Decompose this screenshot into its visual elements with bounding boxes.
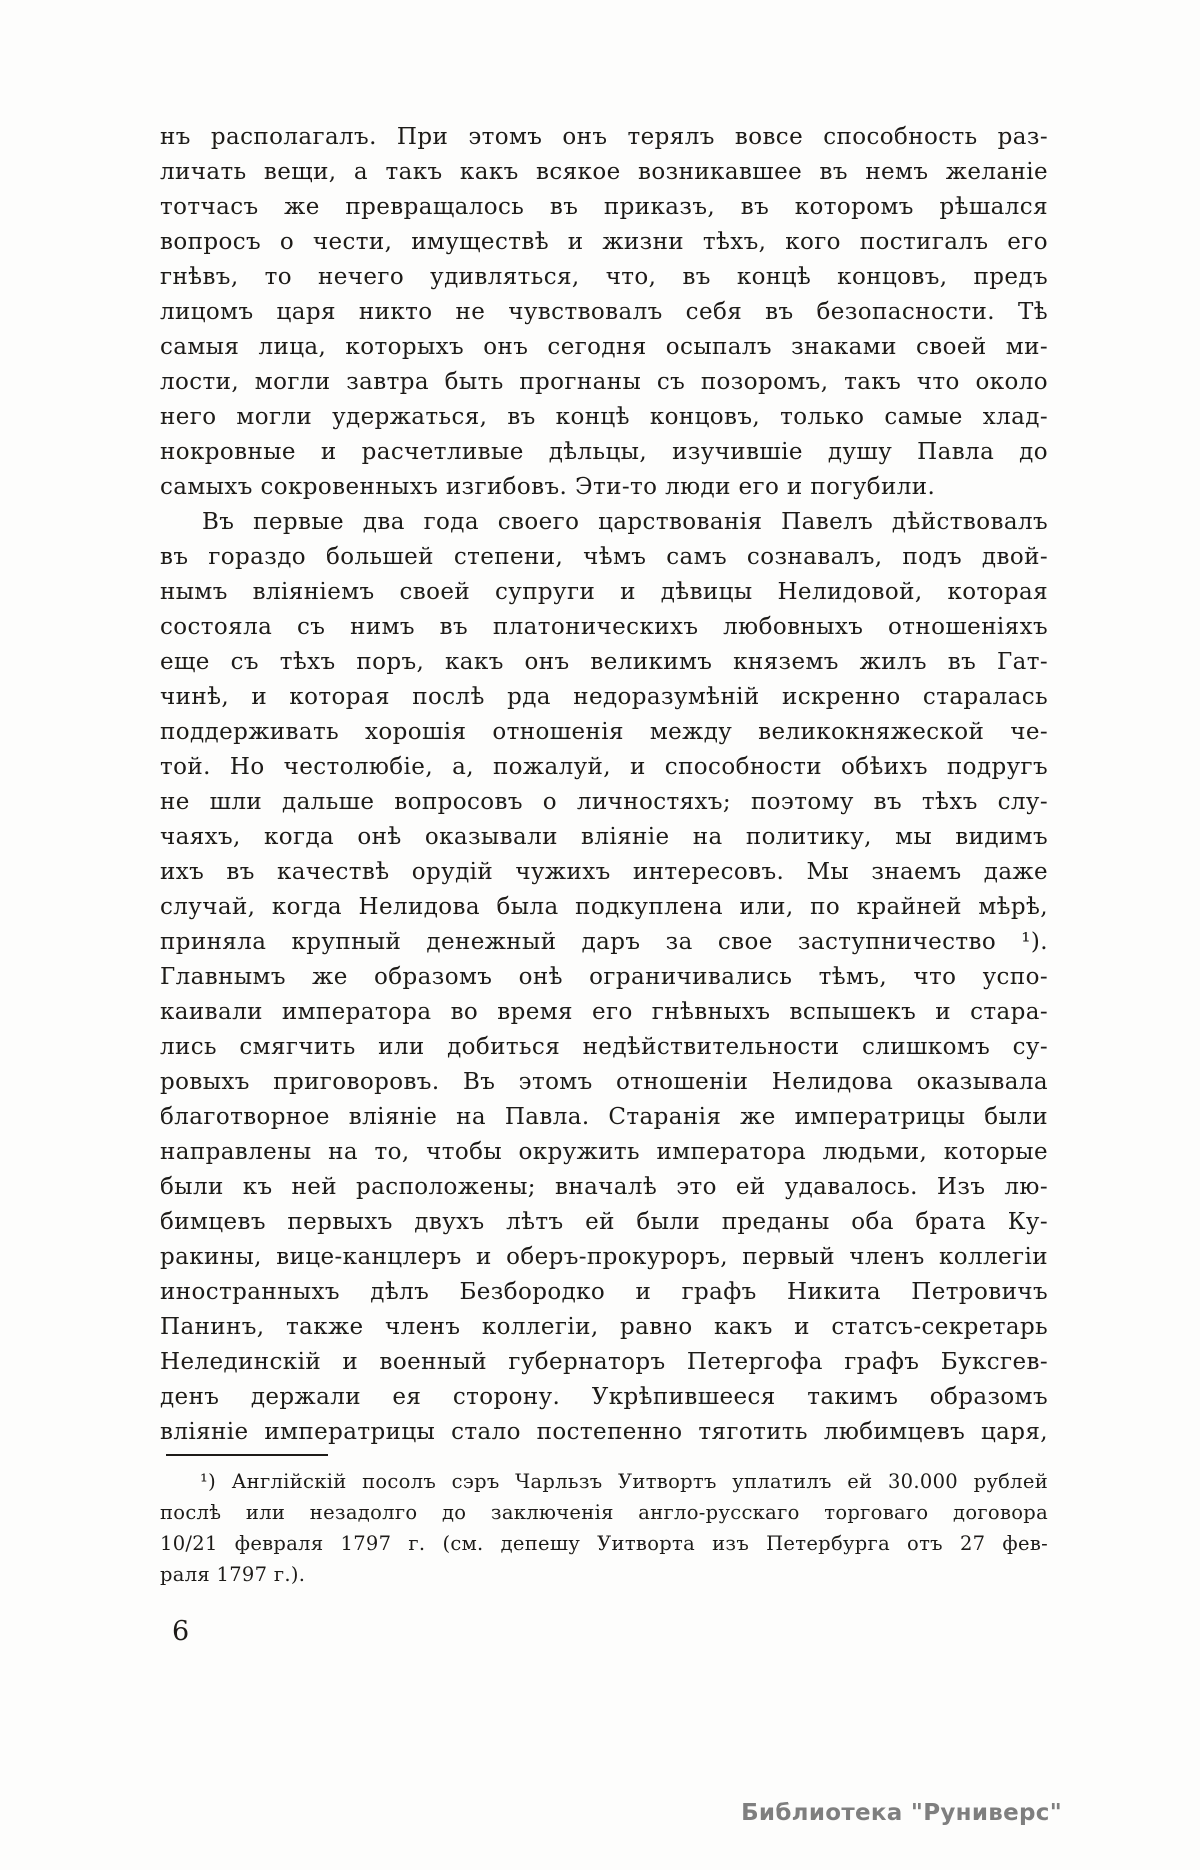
text-line: самыя лица, которыхъ онъ сегодня осыпалъ знаками своей ми- bbox=[160, 334, 1048, 360]
main-text bbox=[160, 120, 1048, 1450]
text-line: случай, когда Нелидова была подкуплена или, по крайней мѣрѣ, bbox=[160, 894, 1048, 920]
text-line: бимцевъ первыхъ двухъ лѣтъ ей были преданы оба брата Ку- bbox=[160, 1209, 1048, 1235]
footnote-separator bbox=[166, 1454, 328, 1456]
library-watermark: Библиотека "Руниверс" bbox=[741, 1800, 1062, 1826]
text-line: вліяніе императрицы стало постепенно тяготить любимцевъ царя, bbox=[160, 1419, 1048, 1445]
text-line: каивали императора во время его гнѣвныхъ вспышекъ и стара- bbox=[160, 999, 1048, 1025]
paragraph bbox=[160, 505, 1048, 1450]
text-line: чинѣ, и которая послѣ рда недоразумѣній искренно старалась bbox=[160, 684, 1048, 710]
text-line: самыхъ сокровенныхъ изгибовъ. Эти-то люди его и погубили. bbox=[160, 474, 936, 500]
page-number: 6 bbox=[172, 1616, 190, 1647]
text-line: благотворное вліяніе на Павла. Старанія же императрицы были bbox=[160, 1104, 1048, 1130]
text-line: поддерживать хорошія отношенія между великокняжеской че- bbox=[160, 719, 1048, 745]
text-line: не шли дальше вопросовъ о личностяхъ; поэтому въ тѣхъ слу- bbox=[160, 789, 1048, 815]
text-line: вопросъ о чести, имуществѣ и жизни тѣхъ, кого постигалъ его bbox=[160, 229, 1048, 255]
text-line: Нелединскій и военный губернаторъ Петергофа графъ Буксгев- bbox=[160, 1349, 1048, 1375]
text-line: иностранныхъ дѣлъ Безбородко и графъ Никита Петровичъ bbox=[160, 1279, 1048, 1305]
text-line: гнѣвъ, то нечего удивляться, что, въ концѣ концовъ, предъ bbox=[160, 264, 1048, 290]
text-line: были къ ней расположены; вначалѣ это ей удавалось. Изъ лю- bbox=[160, 1174, 1048, 1200]
text-line: состояла съ нимъ въ платоническихъ любовныхъ отношеніяхъ bbox=[160, 614, 1048, 640]
text-line: раля 1797 г.). bbox=[160, 1563, 306, 1586]
text-line: тотчасъ же превращалось въ приказъ, въ которомъ рѣшался bbox=[160, 194, 1048, 220]
paragraph bbox=[160, 120, 1048, 505]
text-line: лицомъ царя никто не чувствовалъ себя въ безопасности. Тѣ bbox=[160, 299, 1048, 325]
text-line: въ гораздо большей степени, чѣмъ самъ сознавалъ, подъ двой- bbox=[160, 544, 1048, 570]
text-line: него могли удержаться, въ концѣ концовъ, только самые хлад- bbox=[160, 404, 1048, 430]
text-line: нымъ вліяніемъ своей супруги и дѣвицы Нелидовой, которая bbox=[160, 579, 1048, 605]
text-line: нокровные и расчетливые дѣльцы, изучившіе душу Павла до bbox=[160, 439, 1048, 465]
text-line: послѣ или незадолго до заключенія англо-русскаго торговаго договора bbox=[160, 1501, 1048, 1524]
text-line: приняла крупный денежный даръ за свое заступничество ¹). bbox=[160, 929, 1048, 955]
text-line: направлены на то, чтобы окружить императора людьми, которые bbox=[160, 1139, 1048, 1165]
text-line: Панинъ, также членъ коллегіи, равно какъ и статсъ-секретарь bbox=[160, 1314, 1048, 1340]
text-line: Въ первые два года своего царствованія Павелъ дѣйствовалъ bbox=[202, 509, 1048, 535]
text-line: лости, могли завтра быть прогнаны съ позоромъ, такъ что около bbox=[160, 369, 1048, 395]
footnote bbox=[160, 1466, 1048, 1590]
text-line: еще съ тѣхъ поръ, какъ онъ великимъ княземъ жилъ въ Гат- bbox=[160, 649, 1048, 675]
text-line: денъ держали ея сторону. Укрѣпившееся такимъ образомъ bbox=[160, 1384, 1048, 1410]
text-line: лись смягчить или добиться недѣйствительности слишкомъ су- bbox=[160, 1034, 1048, 1060]
text-line: той. Но честолюбіе, а, пожалуй, и способности обѣихъ подругъ bbox=[160, 754, 1048, 780]
text-line: чаяхъ, когда онѣ оказывали вліяніе на политику, мы видимъ bbox=[160, 824, 1048, 850]
text-line: 10/21 февраля 1797 г. (см. депешу Уитворта изъ Петербурга отъ 27 фев- bbox=[160, 1532, 1048, 1555]
text-line: ихъ въ качествѣ орудій чужихъ интересовъ. Мы знаемъ даже bbox=[160, 859, 1048, 885]
text-line: ¹) Англійскій посолъ сэръ Чарльзъ Уитвортъ уплатилъ ей 30.000 рублей bbox=[200, 1470, 1048, 1493]
text-line: Главнымъ же образомъ онѣ ограничивались тѣмъ, что успо- bbox=[160, 964, 1048, 990]
text-line: личать вещи, а такъ какъ всякое возникавшее въ немъ желаніе bbox=[160, 159, 1048, 185]
text-line: ракины, вице-канцлеръ и оберъ-прокуроръ, первый членъ коллегіи bbox=[160, 1244, 1048, 1270]
text-line: нъ располагалъ. При этомъ онъ терялъ вовсе способность раз- bbox=[160, 124, 1048, 150]
text-line: ровыхъ приговоровъ. Въ этомъ отношеніи Нелидова оказывала bbox=[160, 1069, 1048, 1095]
